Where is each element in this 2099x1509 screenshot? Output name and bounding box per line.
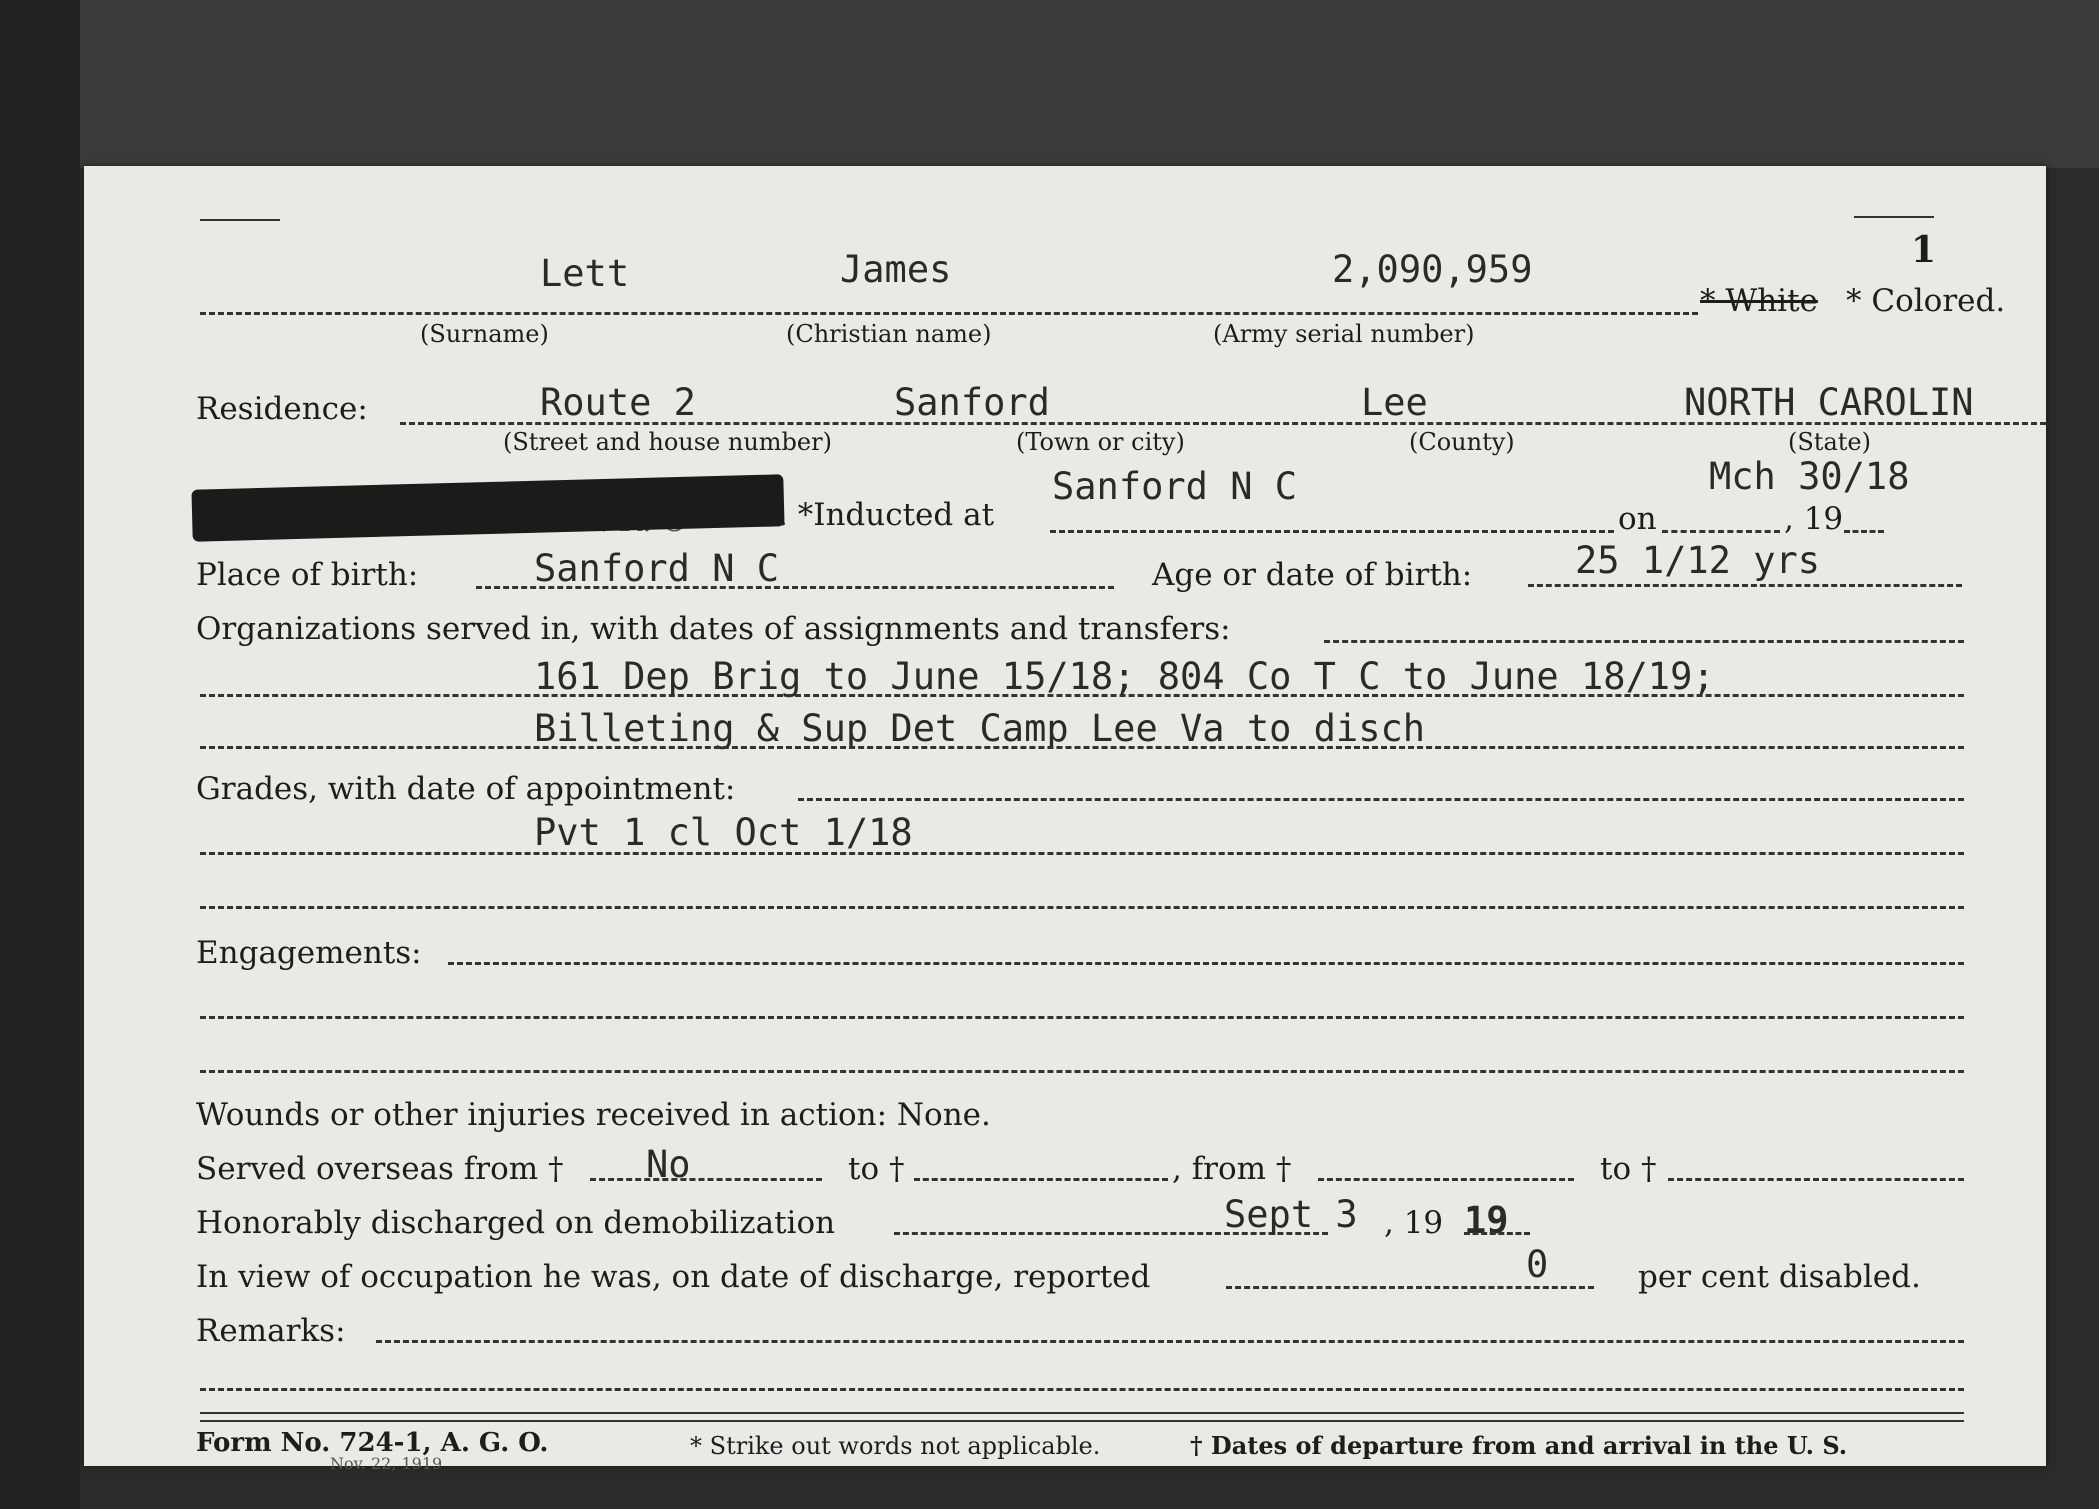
overseas-to-label: to †	[848, 1151, 905, 1187]
state-caption: (State)	[1788, 428, 1871, 456]
engagements-line-0	[448, 962, 1964, 965]
grades-line-1	[200, 852, 1964, 855]
serial-number-value: 2,090,959	[1332, 248, 1533, 291]
christian-name-caption: (Christian name)	[786, 320, 992, 348]
name-line	[200, 312, 1698, 315]
induction-date-value: Mch 30/18	[1709, 455, 1910, 498]
induction-date-line	[1662, 530, 1780, 533]
street-caption: (Street and house number)	[503, 428, 832, 456]
county-caption: (County)	[1409, 428, 1515, 456]
footer-rule-top	[200, 1412, 1964, 1414]
birth-place-line	[476, 586, 1114, 589]
birth-place-label: Place of birth:	[196, 557, 419, 593]
town-caption: (Town or city)	[1016, 428, 1185, 456]
remarks-line-0	[376, 1340, 1964, 1343]
residence-label: Residence:	[196, 391, 368, 427]
discharge-year-prefix: , 19	[1384, 1205, 1444, 1241]
grades-line-2	[200, 906, 1964, 909]
corner-number: 1	[1911, 229, 1937, 271]
disability-line	[1226, 1286, 1594, 1289]
organizations-line-0	[1324, 640, 1964, 643]
disability-suffix: per cent disabled.	[1638, 1259, 1921, 1295]
inducted-place-line	[1050, 530, 1614, 533]
organizations-line-2-value: Billeting & Sup Det Camp Lee Va to disch	[534, 707, 1426, 750]
discharge-year-value: 19	[1464, 1199, 1509, 1242]
overseas-label: Served overseas from †	[196, 1151, 564, 1187]
birth-place-value: Sanford N C	[534, 547, 780, 590]
grades-line-0	[798, 798, 1964, 801]
remarks-line-1	[200, 1388, 1964, 1391]
race-white-label	[1700, 283, 1818, 319]
surname-caption: (Surname)	[420, 320, 549, 348]
form-date: Nov. 22, 1919	[330, 1454, 443, 1473]
overseas-to2-line	[1668, 1178, 1964, 1181]
form-number: Form No. 724-1, A. G. O.	[196, 1428, 549, 1458]
footnote-dates: † Dates of departure from and arrival in the U. S.	[1190, 1431, 1848, 1460]
overseas-from2-label: , from †	[1172, 1151, 1292, 1187]
inducted-label: . *Inducted at	[778, 497, 995, 533]
discharge-date-value: Sept 3	[1224, 1193, 1358, 1236]
race-white-text: * White	[1700, 283, 1818, 319]
residence-state-value: NORTH CAROLIN	[1684, 381, 1974, 424]
christian-name-value: James	[840, 248, 952, 291]
age-value: 25 1/12 yrs	[1575, 539, 1821, 582]
grades-value: Pvt 1 cl Oct 1/18	[534, 811, 913, 854]
disability-value: 0	[1526, 1243, 1549, 1286]
disability-label: In view of occupation he was, on date of discharge, reported	[196, 1259, 1151, 1295]
engagements-label: Engagements:	[196, 935, 422, 971]
discharge-year-line	[1464, 1232, 1530, 1235]
top-left-rule	[200, 219, 280, 221]
discharge-label: Honorably discharged on demobilization	[196, 1205, 836, 1241]
residence-line	[400, 422, 2046, 425]
organizations-label: Organizations served in, with dates of assignments and transfers:	[196, 611, 1231, 647]
serial-number-caption: (Army serial number)	[1213, 320, 1475, 348]
overseas-from-value: No	[646, 1143, 691, 1186]
organizations-line-2	[200, 746, 1964, 749]
background-top	[0, 0, 2099, 168]
organizations-line-1	[200, 694, 1964, 697]
induction-year-prefix: , 19	[1784, 501, 1844, 537]
residence-town-value: Sanford	[894, 381, 1050, 424]
wounds-text: Wounds or other injuries received in action: None.	[196, 1097, 991, 1133]
footer-rule-bottom	[200, 1420, 1964, 1422]
overseas-to2-label: to †	[1600, 1151, 1657, 1187]
overseas-to-line	[914, 1178, 1168, 1181]
overseas-from2-line	[1318, 1178, 1574, 1181]
engagements-line-2	[200, 1070, 1964, 1073]
on-label: on	[1618, 501, 1657, 537]
age-label: Age or date of birth:	[1152, 557, 1473, 593]
footnote-strike: * Strike out words not applicable.	[690, 1432, 1101, 1460]
induction-year-line	[1844, 530, 1884, 533]
organizations-line-1-value: 161 Dep Brig to June 15/18; 804 Co T C to June 18/19;	[534, 655, 1715, 698]
residence-county-value: Lee	[1361, 381, 1428, 424]
overseas-from-line	[590, 1178, 822, 1181]
service-record-card	[84, 166, 2046, 1473]
surname-value: Lett	[540, 252, 630, 295]
inducted-place-value: Sanford N C	[1052, 465, 1298, 508]
age-line	[1528, 584, 1962, 587]
top-right-rule	[1854, 216, 1934, 218]
redaction-mark	[191, 474, 784, 541]
remarks-label: Remarks:	[196, 1313, 346, 1349]
residence-street-value: Route 2	[540, 381, 696, 424]
background-left	[0, 0, 80, 1509]
grades-label: Grades, with date of appointment:	[196, 771, 736, 807]
race-colored-label: * Colored.	[1846, 283, 2006, 319]
engagements-line-1	[200, 1016, 1964, 1019]
